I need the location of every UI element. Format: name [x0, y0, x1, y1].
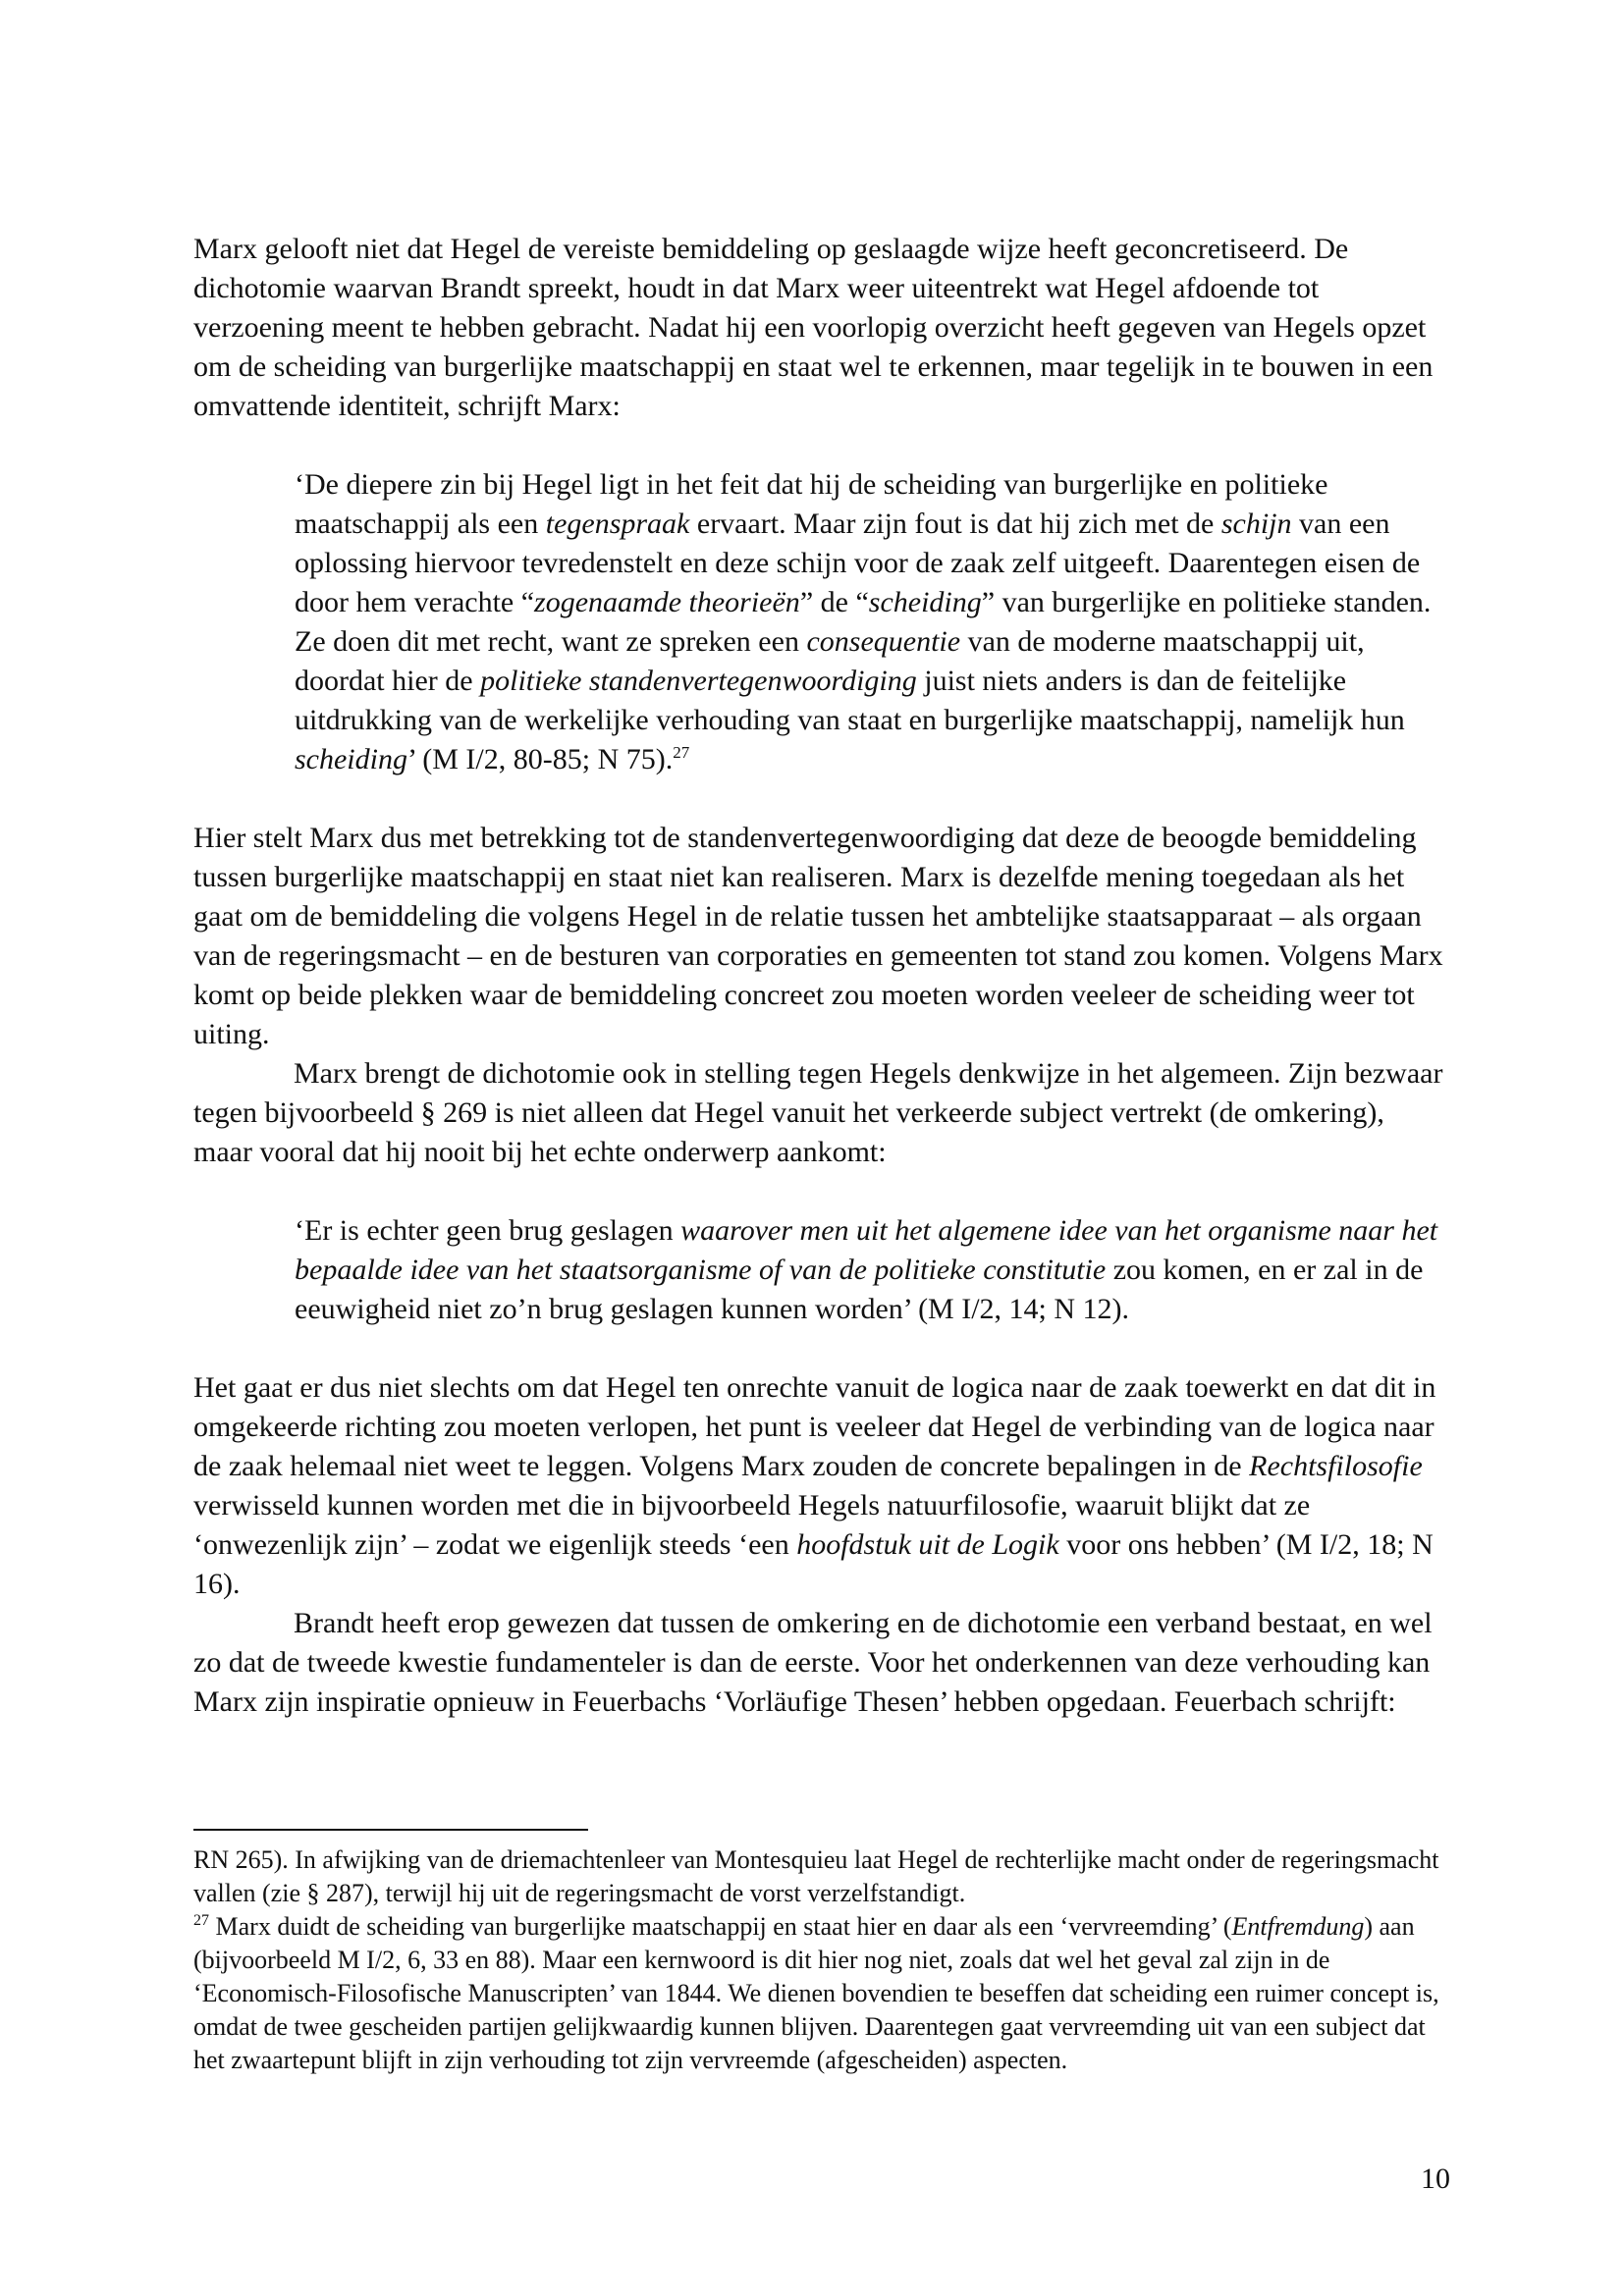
footnote-text: ) aan (bijvoorbeeld M I/2, 6, 33 en 88). Maar een kernwoord is dit hier nog niet, zoals dat wel het geval zal zijn in de ‘Economisch-Filosofische Manuscripten’ van 1844. We dienen bovendien te beseffen dat scheiding een ruimer concept is, omdat de twee gescheiden partijen gelijkwaardig kunnen blijven. Daarentegen gaat vervreemding uit van een subject dat het zwaartepunt blijft in zijn verhouding tot zijn vervreemde (afgescheiden) aspecten.: [193, 1912, 1439, 2074]
quote-text: ‘Er is echter geen brug geslagen: [295, 1214, 681, 1247]
paragraph-dichotomie: Marx brengt de dichotomie ook in stelling tegen Hegels denkwijze in het algemeen. Zijn bezwaar tegen bijvoorbeeld § 269 is niet alleen dat Hegel vanuit het verkeerde subject vertrekt (de omkering), maar vooral dat hij nooit bij het echte onderwerp aankomt:: [193, 1057, 1443, 1168]
footnote-separator: [193, 1829, 588, 1831]
quote-emphasis: schijn: [1220, 507, 1292, 540]
block-quote-2: [295, 1211, 1450, 1329]
paragraph-gap: [193, 779, 1450, 819]
paragraph-text: voor ons hebben’ (M I/2, 18; N 16).: [193, 1528, 1434, 1600]
paragraph-gap: [193, 1172, 1450, 1211]
footnote-text: Marx duidt de scheiding van burgerlijke maatschappij en staat hier en daar als een ‘vervreemding’ (: [209, 1912, 1232, 1941]
quote-emphasis: scheiding: [295, 743, 407, 775]
paragraph-feuerbach: Brandt heeft erop gewezen dat tussen de omkering en de dichotomie een verband bestaat, en wel zo dat de tweede kwestie fundamenteler is dan de eerste. Voor het onderkennen van deze verhouding kan Marx zijn inspiratie opnieuw in Feuerbachs ‘Vorläufige Thesen’ hebben opgedaan. Feuerbach schrijft:: [193, 1607, 1433, 1718]
footnotes: [193, 1843, 1455, 2077]
quote-text: ’ (M I/2, 80-85; N 75).: [406, 743, 674, 775]
quoted-emphasis: hoofdstuk uit de Logik: [796, 1528, 1059, 1561]
main-text: [193, 230, 1450, 1722]
paragraph-standenvertegenwoordiging: Hier stelt Marx dus met betrekking tot de standenvertegenwoordiging dat deze de beoogde bemiddeling tussen burgerlijke maatschappij en staat niet kan realiseren. Marx is dezelfde mening toegedaan als het gaat om de bemiddeling die volgens Hegel in de relatie tussen het ambtelijke staatsapparaat – als orgaan van de regeringsmacht – en de besturen van corporaties en gemeenten tot stand zou komen. Volgens Marx komt op beide plekken waar de bemiddeling concreet zou moeten worden veeleer de scheiding weer tot uiting.: [193, 822, 1443, 1050]
quote-text: juist niets anders is dan de feitelijke uitdrukking van de werkelijke verhouding van staat en burgerlijke maatschappij, namelijk hun: [295, 665, 1405, 736]
quote-emphasis: politieke standenvertegenwoordiging: [480, 665, 917, 697]
book-title: Rechtsfilosofie: [1249, 1450, 1423, 1482]
quote-text: ” van burgerlijke en politieke standen. Ze doen dit met recht, want ze spreken een: [295, 586, 1432, 658]
quote-emphasis: consequentie: [806, 625, 961, 658]
quote-text: ervaart. Maar zijn fout is dat hij zich met de: [689, 507, 1221, 540]
footnote-27: [193, 1910, 1455, 2077]
quote-text: ” de “: [799, 586, 869, 618]
footnote-ref-27[interactable]: 27: [673, 743, 690, 762]
quote-emphasis: zogenaamde theorieën: [534, 586, 800, 618]
paragraph-gap: [193, 1329, 1450, 1368]
quote-text: ‘De diepere zin bij Hegel ligt in het feit dat hij de scheiding van burgerlijke en politieke maatschappij als een: [295, 468, 1328, 540]
paragraph-text: verwisseld kunnen worden met die in bijvoorbeeld Hegels natuurfilosofie, waaruit blijkt dat ze ‘onwezenlijk zijn’ – zodat we eigenlijk steeds ‘een: [193, 1489, 1311, 1561]
quote-text: van de moderne maatschappij uit, doordat hier de: [295, 625, 1365, 697]
quote-emphasis: scheiding: [868, 586, 982, 618]
quote-text: zou komen, en er zal in de eeuwigheid niet zo’n brug geslagen kunnen worden’ (M I/2, 14; N 12).: [295, 1254, 1424, 1325]
page-number: 10: [1421, 2163, 1450, 2195]
block-quote-1: [295, 465, 1450, 779]
quote-emphasis: tegenspraak: [545, 507, 690, 540]
paragraph-intro: Marx gelooft niet dat Hegel de vereiste bemiddeling op geslaagde wijze heeft geconcretiseerd. De dichotomie waarvan Brandt spreekt, houdt in dat Marx weer uiteentrekt wat Hegel afdoende tot verzoening meent te hebben gebracht. Nadat hij een voorlopig overzicht heeft gegeven van Hegels opzet om de scheiding van burgerlijke maatschappij en staat wel te erkennen, maar tegelijk in te bouwen in een omvattende identiteit, schrijft Marx:: [193, 233, 1434, 422]
paragraph-gap: [193, 426, 1450, 465]
footnote-continuation: RN 265). In afwijking van de driemachtenleer van Montesquieu laat Hegel de rechterlijke macht onder de regeringsmacht vallen (zie § 287), terwijl hij uit de regeringsmacht de vorst verzelfstandigt.: [193, 1845, 1439, 1907]
footnote-emphasis: Entfremdung: [1231, 1912, 1365, 1941]
quote-emphasis: waarover men uit het algemene idee van het organisme naar het bepaalde idee van het staatsorganisme of van de politieke constitutie: [295, 1214, 1438, 1286]
quote-text: van een oplossing hiervoor tevredenstelt en deze schijn voor de zaak zelf uitgeeft. Daarentegen eisen de door hem verachte “: [295, 507, 1421, 618]
paragraph-text: Het gaat er dus niet slechts om dat Hegel ten onrechte vanuit de logica naar de zaak toewerkt en dat dit in omgekeerde richting zou moeten verlopen, het punt is veeleer dat Hegel de verbinding van de logica naar de zaak helemaal niet weet te leggen. Volgens Marx zouden de concrete bepalingen in de: [193, 1371, 1436, 1482]
paragraph-logica: [193, 1368, 1450, 1604]
footnote-number: 27: [193, 1912, 209, 1929]
